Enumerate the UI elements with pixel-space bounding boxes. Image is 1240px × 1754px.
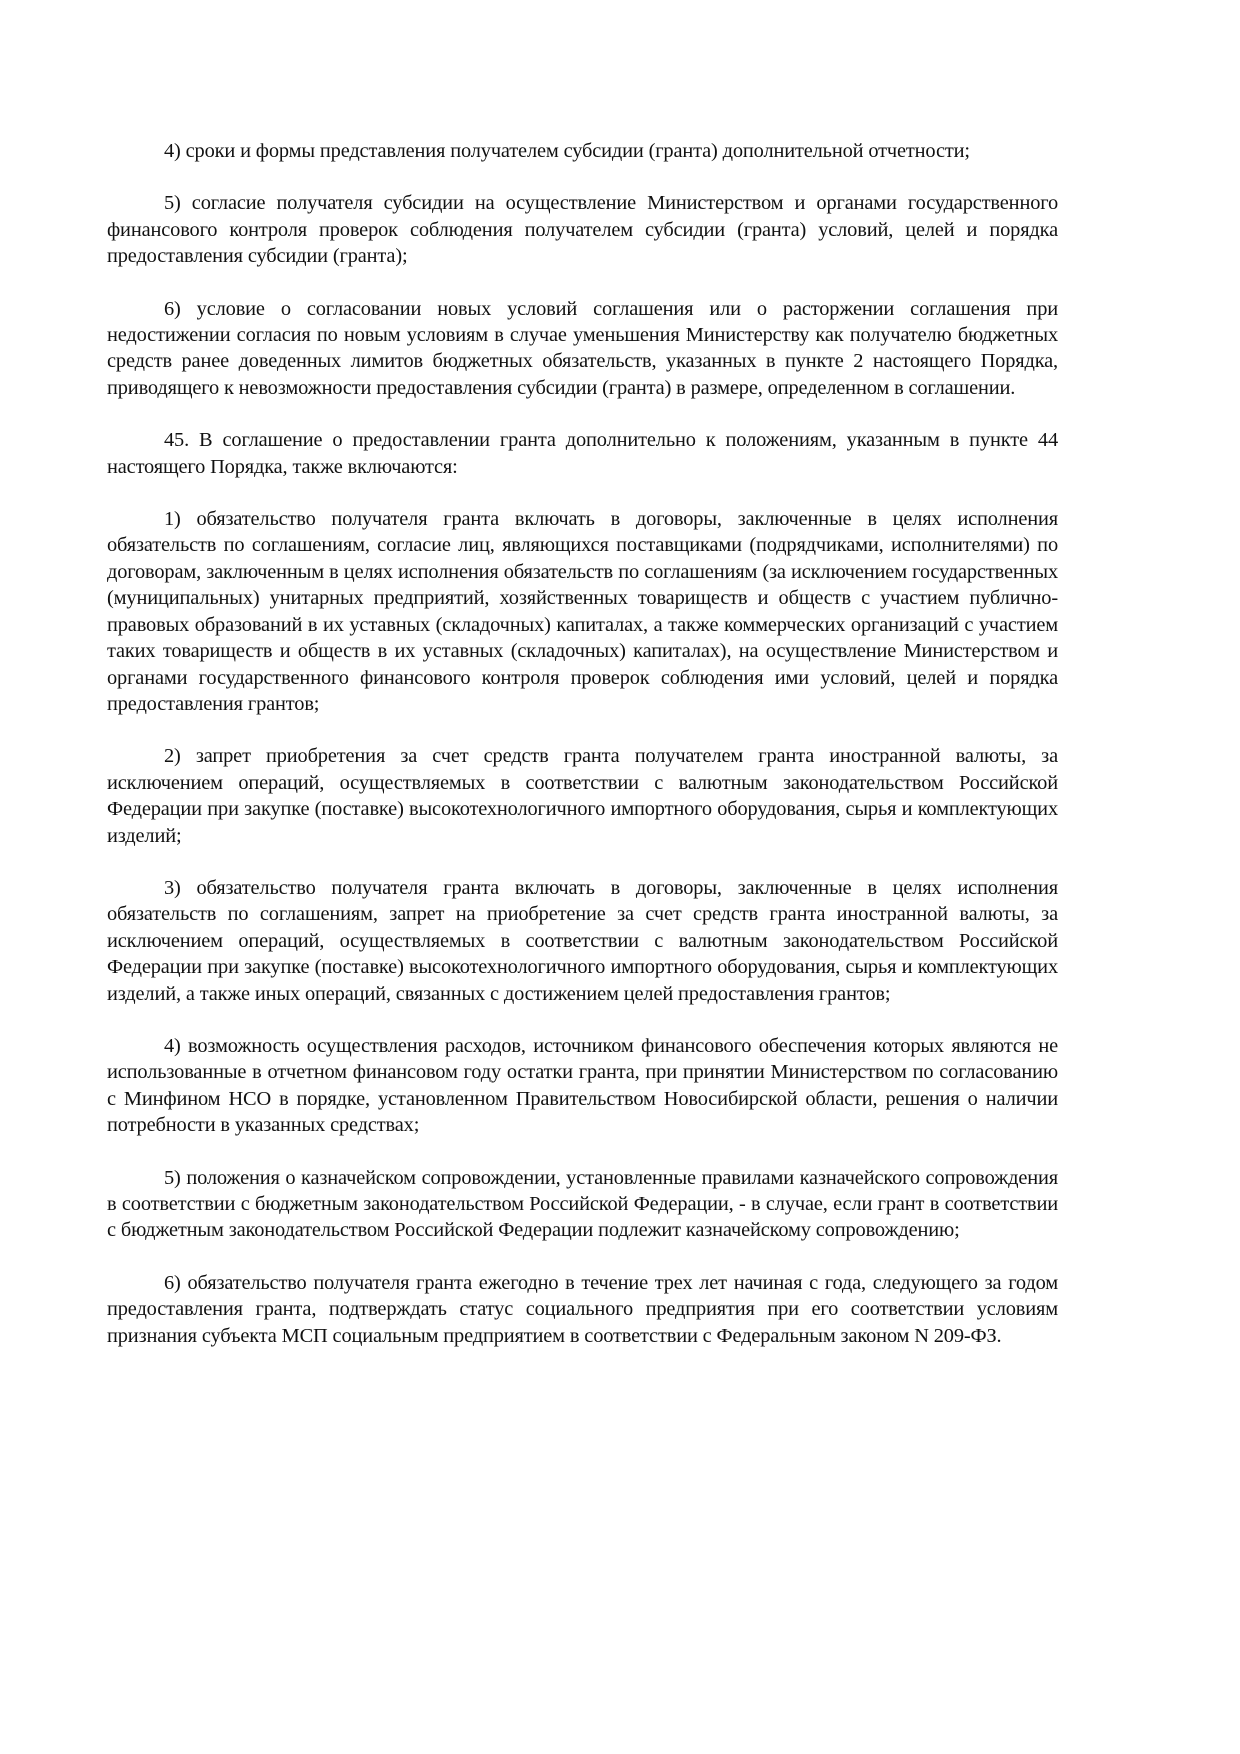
paragraph-45-item-3: 3) обязательство получателя гранта включать в договоры, заключенные в целях исполнения обязательств по соглашениям, запрет на приобретение за счет средств гранта иностранной валюты, за исключением операций, осуществляемых в соответствии с валютным законодательством Российской Федерации при закупке (поставке) высокотехнологичного импортного оборудования, сырья и комплектующих изделий, а также иных операций, связанных с достижением целей предоставления грантов; xyxy=(107,876,1058,1005)
paragraph-item-6-new-conditions: 6) условие о согласовании новых условий соглашения или о расторжении соглашения при недостижении согласия по новым условиям в случае уменьшения Министерству как получателю бюджетных средств ранее доведенных лимитов бюджетных обязательств, указанных в пункте 2 настоящего Порядка, приводящего к невозможности предоставления субсидии (гранта) в размере, определенном в соглашении. xyxy=(107,297,1058,399)
paragraph-45-item-1: 1) обязательство получателя гранта включать в договоры, заключенные в целях исполнения обязательств по соглашениям, согласие лиц, являющихся поставщиками (подрядчиками, исполнителями) по договорам, заключенным в целях исполнения обязательств по соглашениям (за исключением государственных (муниципальных) унитарных предприятий, хозяйственных товариществ и обществ с участием публично-правовых образований в их уставных (складочных) капиталах, а также коммерческих организаций с участием таких товариществ и обществ в их уставных (складочных) капиталах), на осуществление Министерством и органами государственного финансового контроля проверок соблюдения ими условий, целей и порядка предоставления грантов; xyxy=(107,508,1058,715)
paragraph-item-5-consent: 5) согласие получателя субсидии на осуществление Министерством и органами государственного финансового контроля проверок соблюдения получателем субсидии (гранта) условий, целей и порядка предоставления субсидии (гранта); xyxy=(107,192,1058,268)
paragraph-section-45: 45. В соглашение о предоставлении гранта дополнительно к положениям, указанным в пункте 44 настоящего Порядка, также включаются: xyxy=(107,429,1058,478)
paragraph-45-item-5: 5) положения о казначейском сопровождении, установленные правилами казначейского сопровождения в соответствии с бюджетным законодательством Российской Федерации, - в случае, если грант в соответствии с бюджетным законодательством Российской Федерации подлежит казначейскому сопровождению; xyxy=(107,1166,1058,1242)
document-page xyxy=(107,138,1058,1375)
paragraph-45-item-6: 6) обязательство получателя гранта ежегодно в течение трех лет начиная с года, следующего за годом предоставления гранта, подтверждать статус социального предприятия при его соответствии условиям признания субъекта МСП социальным предприятием в соответствии с Федеральным законом N 209-ФЗ. xyxy=(107,1271,1058,1347)
paragraph-45-item-2: 2) запрет приобретения за счет средств гранта получателем гранта иностранной валюты, за исключением операций, осуществляемых в соответствии с валютным законодательством Российской Федерации при закупке (поставке) высокотехнологичного импортного оборудования, сырья и комплектующих изделий; xyxy=(107,745,1058,847)
paragraph-item-4-reporting: 4) сроки и формы представления получателем субсидии (гранта) дополнительной отчетности; xyxy=(164,140,970,162)
paragraph-45-item-4: 4) возможность осуществления расходов, источником финансового обеспечения которых являются не использованные в отчетном финансовом году остатки гранта, при принятии Министерством по согласованию с Минфином НСО в порядке, установленном Правительством Новосибирской области, решения о наличии потребности в указанных средствах; xyxy=(107,1034,1058,1137)
